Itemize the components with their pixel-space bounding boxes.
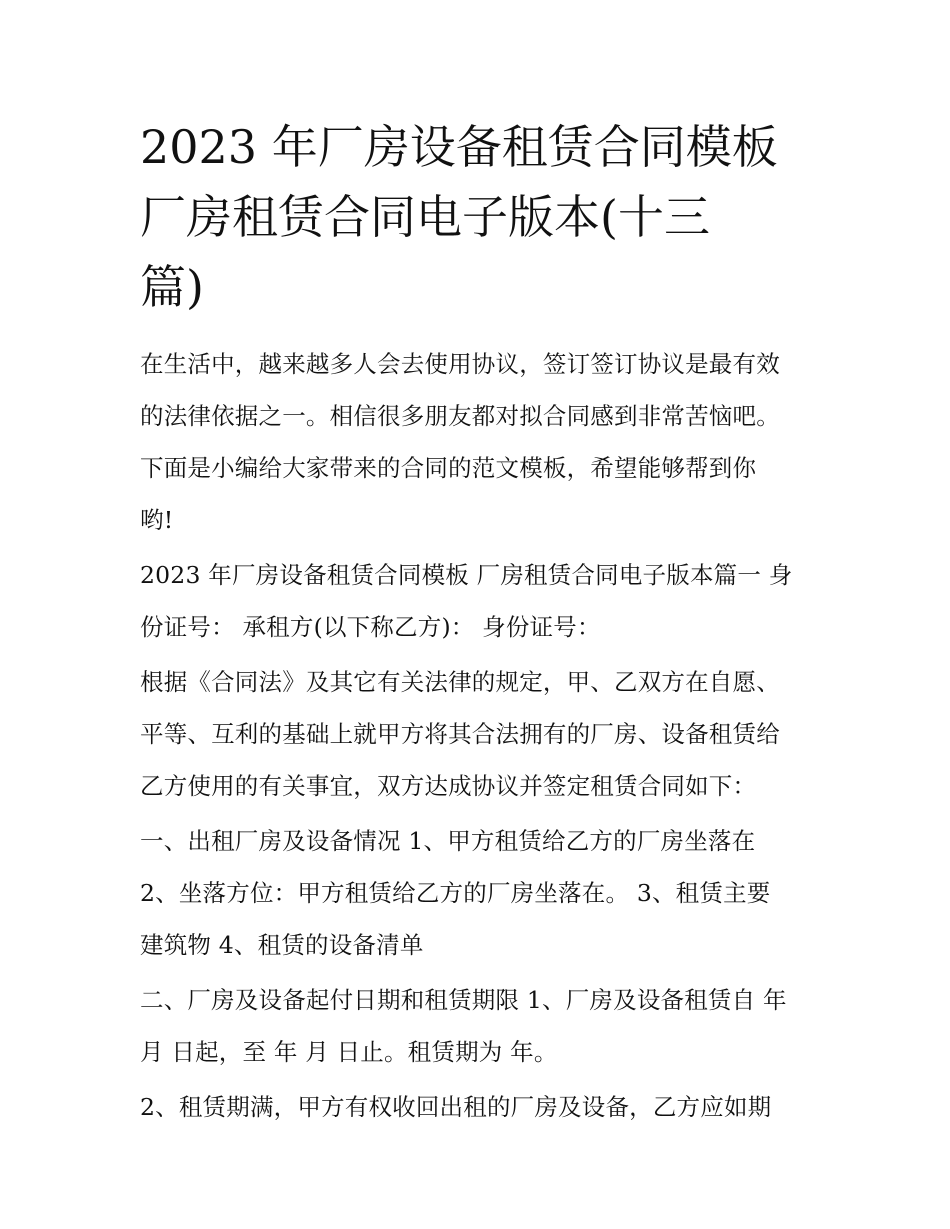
title-line-3: 篇) — [140, 260, 204, 314]
intro-paragraph — [140, 338, 820, 546]
text-line: 2、租赁期满，甲方有权收回出租的厂房及设备，乙方应如期 — [140, 1093, 772, 1121]
clause-1-paragraph — [140, 815, 820, 971]
text-line: 建筑物 4、租赁的设备清单 — [140, 931, 424, 959]
text-line: 平等、互利的基础上就甲方将其合法拥有的厂房、设备租赁给 — [140, 720, 780, 748]
text-line: 哟! — [140, 506, 174, 534]
text-line: 份证号： 承租方(以下称乙方)： 身份证号： — [140, 613, 601, 641]
text-line: 2023 年厂房设备租赁合同模板 厂房租赁合同电子版本篇一 身 — [140, 561, 793, 589]
text-line: 月 日起，至 年 月 日止。租赁期为 年。 — [140, 1038, 558, 1066]
text-line: 乙方使用的有关事宜，双方达成协议并签定租赁合同如下： — [140, 772, 757, 800]
document-title — [140, 112, 820, 322]
title-line-2: 厂房租赁合同电子版本(十三 — [140, 190, 710, 244]
title-line-1: 2023 年厂房设备租赁合同模板 — [140, 120, 778, 174]
text-line: 在生活中，越来越多人会去使用协议，签订签订协议是最有效 — [140, 350, 780, 378]
text-line: 2、坐落方位：甲方租赁给乙方的厂房坐落在。 3、租赁主要 — [140, 879, 771, 907]
clause-2-item-2-paragraph — [140, 1081, 820, 1133]
clause-2-paragraph — [140, 974, 820, 1078]
text-line: 下面是小编给大家带来的合同的范文模板，希望能够帮到你 — [140, 454, 757, 482]
text-line: 的法律依据之一。相信很多朋友都对拟合同感到非常苦恼吧。 — [140, 402, 780, 430]
document-body — [140, 112, 820, 1136]
section-heading-paragraph — [140, 549, 820, 653]
preamble-paragraph — [140, 656, 820, 812]
text-line: 一、出租厂房及设备情况 1、甲方租赁给乙方的厂房坐落在 — [140, 827, 756, 855]
text-line: 二、厂房及设备起付日期和租赁期限 1、厂房及设备租赁自 年 — [140, 986, 787, 1014]
text-line: 根据《合同法》及其它有关法律的规定，甲、乙双方在自愿、 — [140, 668, 780, 696]
